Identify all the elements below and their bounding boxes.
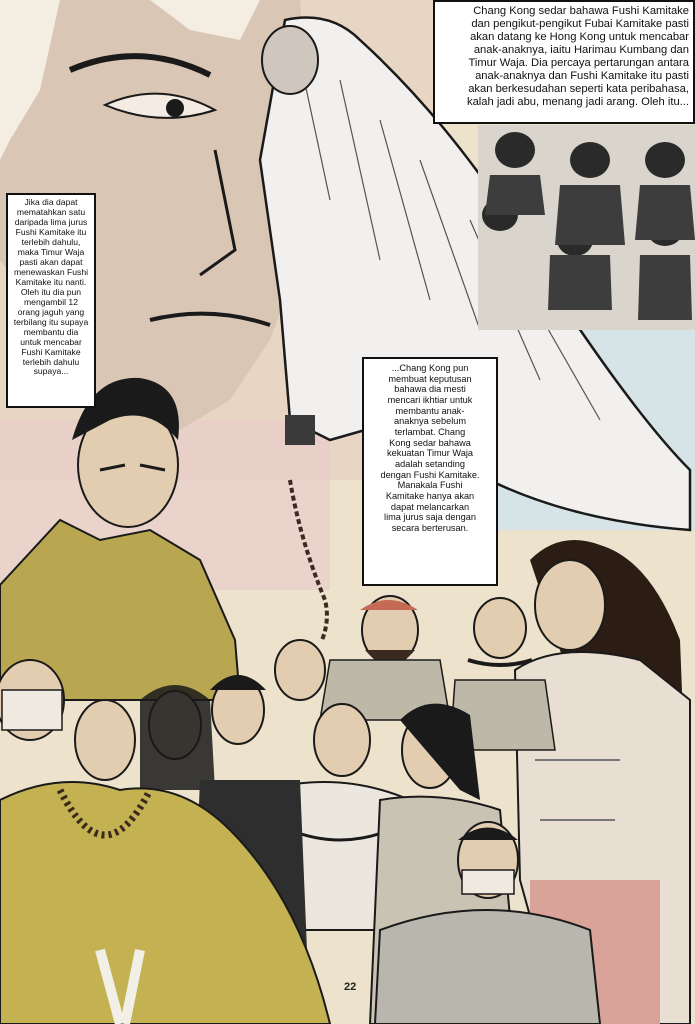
pupil — [166, 99, 184, 117]
monk-head — [75, 700, 135, 780]
caption-left: Jika dia dapat mematahkan satu daripada lima jurus Fushi Kamitake itu terlebih dahulu, maka Timur Waja pasti akan dapat menewaskan Fushi Kamitake itu nanti. Oleh itu dia pun mengambil 12 orang jaguh yang terbilang itu supaya membantu dia untuk mencabar Fushi Kamitake terlebih dahulu supaya... — [6, 193, 96, 408]
figure-head — [262, 26, 318, 94]
kneeling-warriors-illustration — [478, 125, 695, 330]
page-number: 22 — [344, 981, 357, 993]
caption-middle: ...Chang Kong pun membuat keputusan bahawa dia mesti mencari ikhtiar untuk membantu anak- anaknya sebelum terlambat. Chang Kong sedar bahawa kekuatan Timur Waja adalah setanding dengan Fushi Kamitake. Manakala Fushi Kamitake hanya akan dapat melancarkan lima jurus saja dengan secara berterusan. — [362, 357, 498, 586]
figure-boot — [285, 415, 315, 445]
caption-top-right: Chang Kong sedar bahawa Fushi Kamitake dan pengikut-pengikut Fubai Kamitake pasti akan datang ke Hong Kong untuk mencabar anak-anaknya, iaitu Harimau Kumbang dan Timur Waja. Dia percaya pertarungan antara anak-anaknya dan Fushi Kamitake itu pasti akan berkesudahan seperti kata peribahasa, kalah jadi abu, menang jadi arang. Oleh itu... — [433, 0, 695, 124]
face-mask — [2, 690, 62, 730]
